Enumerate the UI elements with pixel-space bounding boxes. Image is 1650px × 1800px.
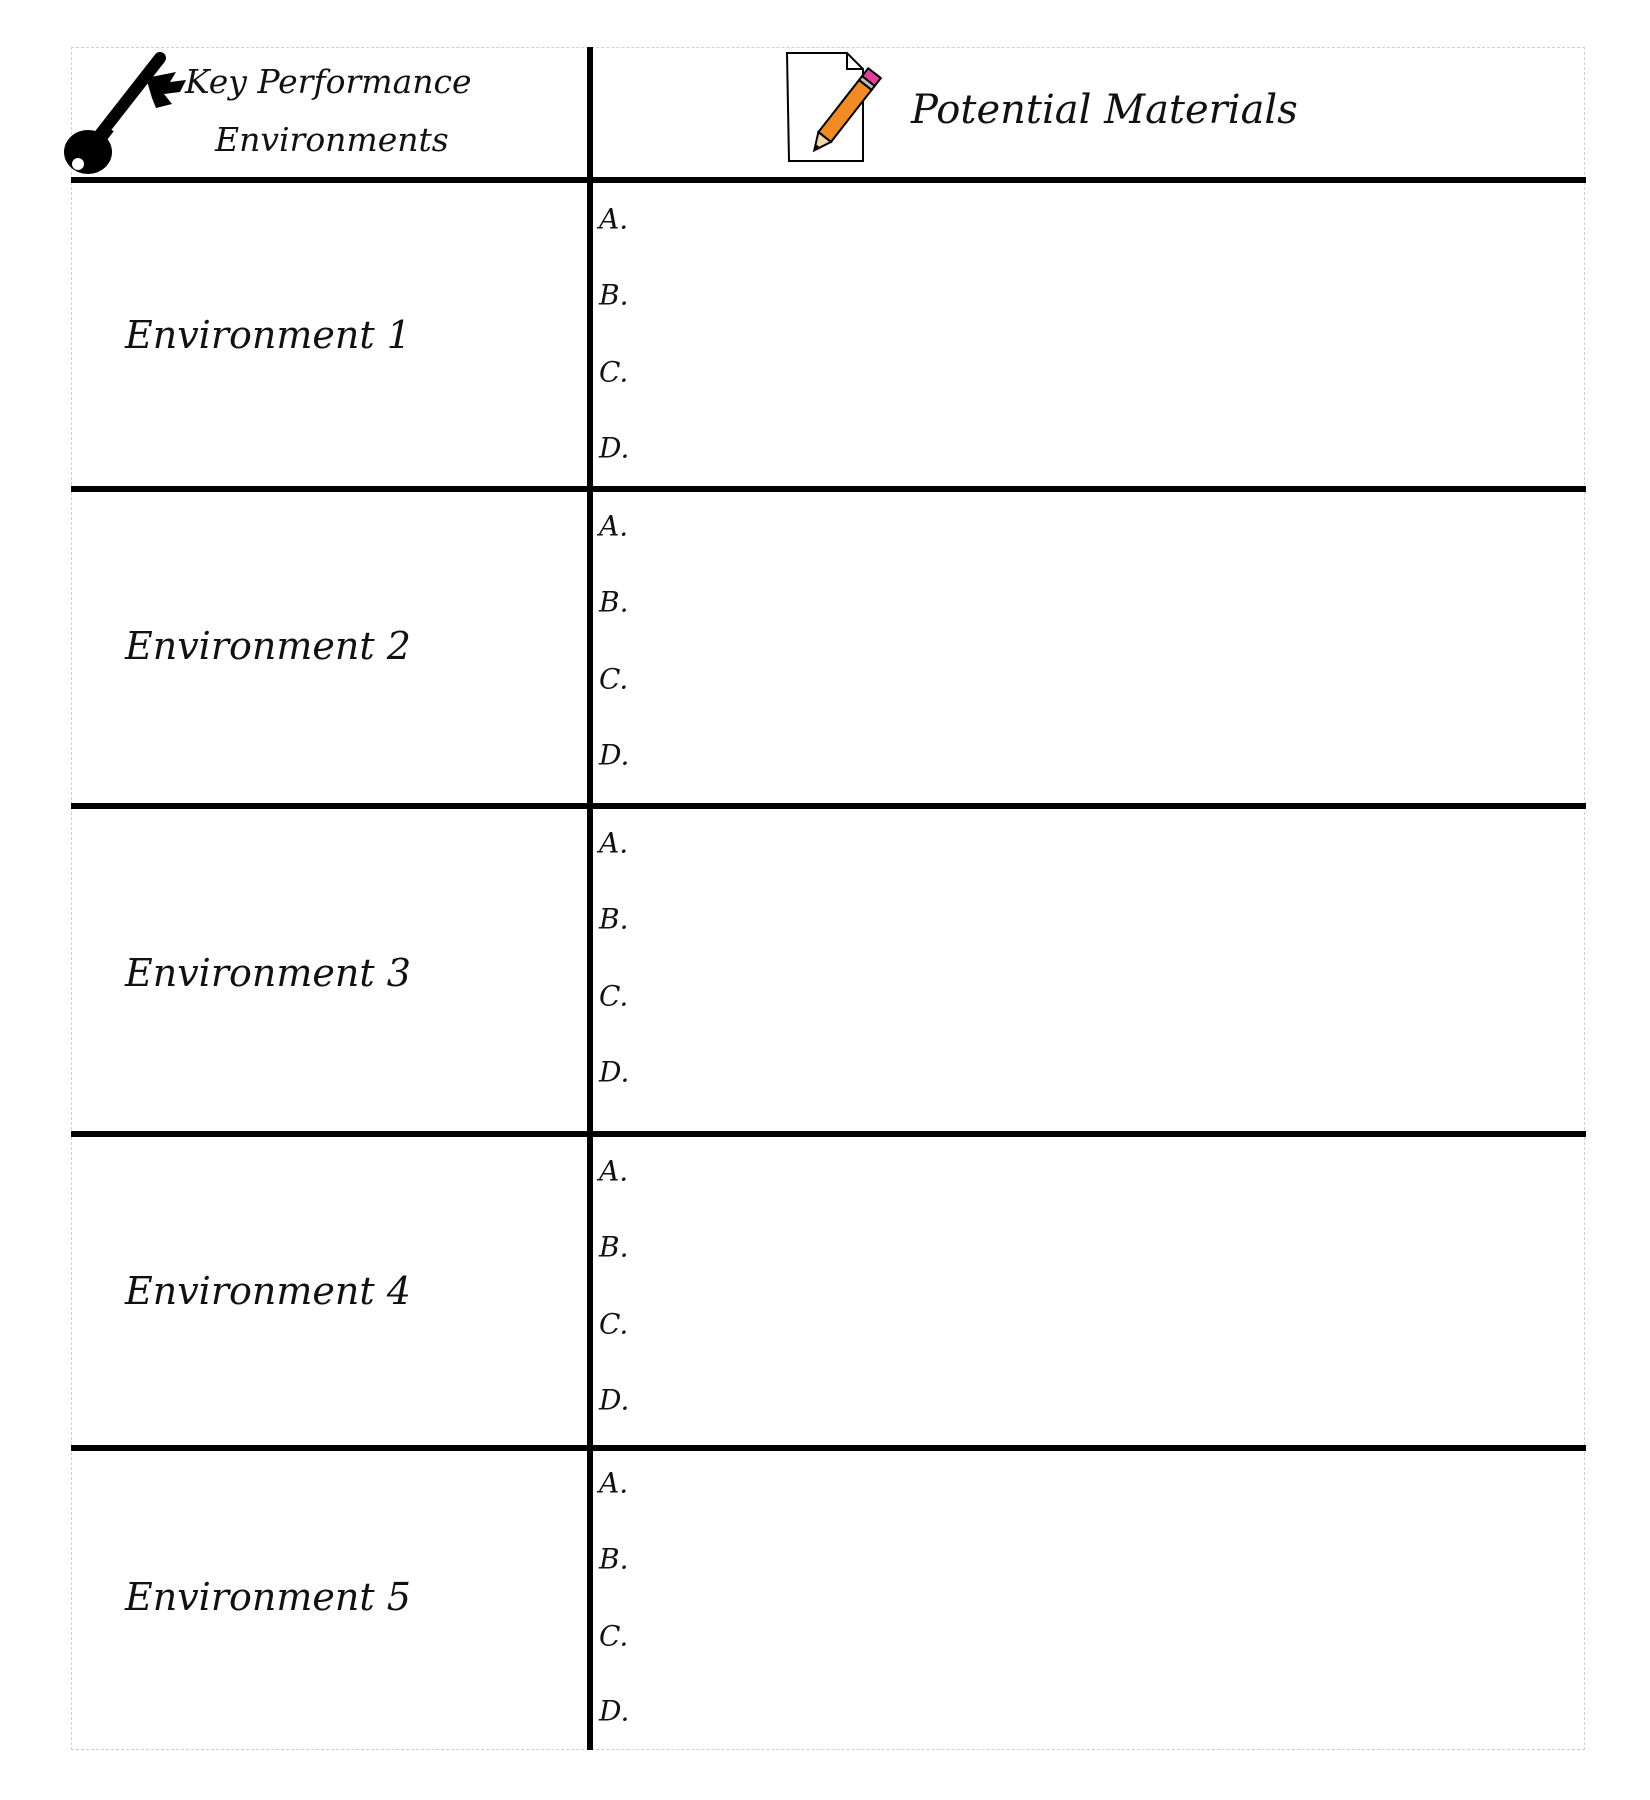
material-item-b: B.: [599, 278, 629, 312]
table-row-environment-3: [71, 809, 1586, 1131]
material-item-b: B.: [599, 1542, 629, 1576]
material-item-a: A.: [599, 1466, 629, 1500]
material-item-d: D.: [599, 431, 630, 465]
key-icon: [60, 52, 190, 178]
header-potential-materials: [593, 47, 1585, 180]
table-row-environment-4: [71, 1137, 1586, 1445]
material-item-b: B.: [599, 902, 629, 936]
paper-pencil-icon: [783, 49, 883, 167]
material-item-a: A.: [599, 202, 629, 236]
material-item-c: C.: [599, 1619, 629, 1653]
material-item-a: A.: [599, 826, 629, 860]
environment-label: Environment 1: [125, 313, 411, 357]
material-item-b: B.: [599, 585, 629, 619]
environment-label: Environment 4: [125, 1269, 411, 1313]
material-item-d: D.: [599, 1694, 630, 1728]
material-item-d: D.: [599, 1055, 630, 1089]
material-item-c: C.: [599, 1307, 629, 1341]
header-right-title: Potential Materials: [911, 87, 1298, 133]
header-left-title-line1: Key Performance: [185, 62, 472, 101]
material-item-c: C.: [599, 662, 629, 696]
material-item-c: C.: [599, 979, 629, 1013]
material-item-d: D.: [599, 738, 630, 772]
material-item-b: B.: [599, 1230, 629, 1264]
environment-label: Environment 5: [125, 1575, 411, 1619]
header-key-performance: [60, 52, 580, 180]
table-row-environment-1: [71, 183, 1586, 486]
environment-label: Environment 3: [125, 951, 411, 995]
material-item-c: C.: [599, 355, 629, 389]
material-item-a: A.: [599, 509, 629, 543]
environment-label: Environment 2: [125, 624, 411, 668]
material-item-a: A.: [599, 1154, 629, 1188]
table-row-environment-2: [71, 492, 1586, 803]
table-row-environment-5: [71, 1451, 1586, 1750]
material-item-d: D.: [599, 1383, 630, 1417]
header-left-title-line2: Environments: [215, 120, 449, 159]
